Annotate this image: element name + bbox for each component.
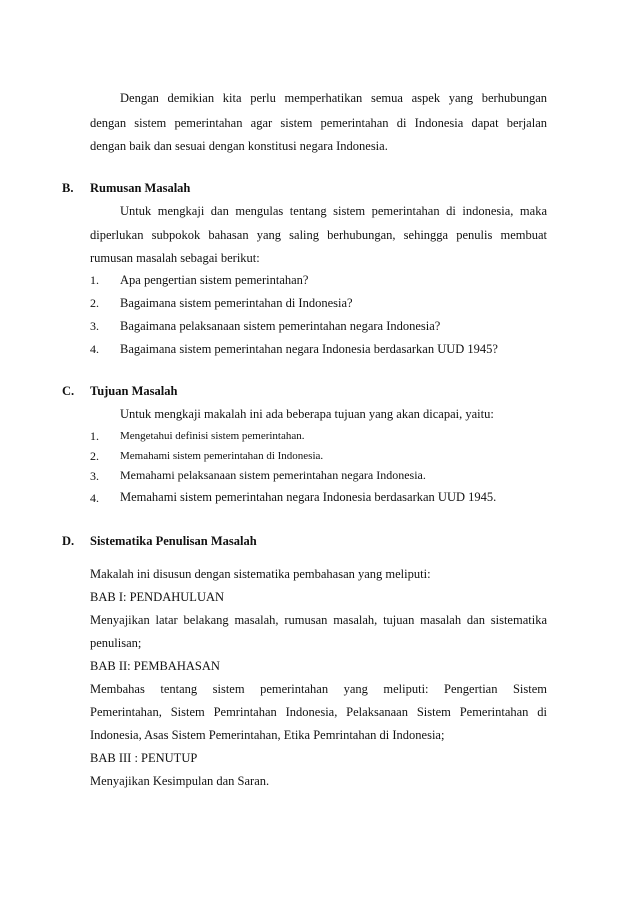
section-c-item-1: Mengetahui definisi sistem pemerintahan. [120, 430, 305, 442]
bab2-title: BAB II: PEMBAHASAN [90, 659, 220, 673]
bab1-title: BAB I: PENDAHULUAN [90, 590, 225, 604]
bab2-line-3: Indonesia, Asas Sistem Pemerintahan, Etika Pemrintahan di Indonesia; [90, 728, 445, 742]
section-c-item-4: Memahami sistem pemerintahan negara Indonesia berdasarkan UUD 1945. [120, 490, 497, 504]
bab3-title: BAB III : PENUTUP [90, 751, 198, 765]
section-b-item-3: Bagaimana pelaksanaan sistem pemerintahan negara Indonesia? [120, 319, 441, 333]
section-b-line-1: Untuk mengkaji dan mengulas tentang sistem pemerintahan di indonesia, maka [120, 204, 547, 218]
bab3-line-1: Menyajikan Kesimpulan dan Saran. [90, 774, 270, 788]
section-b-line-3: rumusan masalah sebagai berikut: [90, 251, 260, 265]
bab2-line-2: Pemerintahan, Sistem Pemrintahan Indonesia, Pelaksanaan Sistem Pemerintahan di [90, 705, 547, 719]
section-b-item-3-num: 3. [90, 319, 99, 333]
section-c-letter: C. [62, 384, 75, 398]
section-b-item-1-num: 1. [90, 273, 99, 287]
bab2-line-1: Membahas tentang sistem pemerintahan yang meliputi: Pengertian Sistem [90, 682, 547, 696]
section-d-letter: D. [62, 534, 75, 548]
section-c-intro: Untuk mengkaji makalah ini ada beberapa tujuan yang akan dicapai, yaitu: [120, 407, 494, 421]
section-b-item-2-num: 2. [90, 296, 99, 310]
section-c-item-4-num: 4. [90, 491, 99, 505]
intro-line-1: Dengan demikian kita perlu memperhatikan semua aspek yang berhubungan [120, 91, 547, 105]
section-c-item-2: Memahami sistem pemerintahan di Indonesia. [120, 450, 324, 462]
intro-line-2: dengan sistem pemerintahan agar sistem pemerintahan di Indonesia dapat berjalan [90, 116, 547, 130]
section-c-item-3-num: 3. [90, 469, 99, 483]
section-c-title: Tujuan Masalah [90, 384, 178, 398]
section-c-item-3: Memahami pelaksanaan sistem pemerintahan negara Indonesia. [120, 468, 426, 482]
intro-line-3: dengan baik dan sesuai dengan konstitusi negara Indonesia. [90, 139, 388, 153]
section-d-intro: Makalah ini disusun dengan sistematika pembahasan yang meliputi: [90, 567, 431, 581]
bab1-line-2: penulisan; [90, 636, 142, 650]
bab1-line-1: Menyajikan latar belakang masalah, rumusan masalah, tujuan masalah dan sistematika [90, 613, 547, 627]
section-b-item-2: Bagaimana sistem pemerintahan di Indonesia? [120, 296, 353, 310]
section-d-title: Sistematika Penulisan Masalah [90, 534, 257, 548]
section-b-letter: B. [62, 181, 74, 195]
section-b-title: Rumusan Masalah [90, 181, 191, 195]
section-c-item-2-num: 2. [90, 449, 99, 463]
section-b-line-2: diperlukan subpokok bahasan yang saling berhubungan, sehingga penulis membuat [90, 228, 547, 242]
section-b-item-4: Bagaimana sistem pemerintahan negara Indonesia berdasarkan UUD 1945? [120, 342, 498, 356]
section-c-item-1-num: 1. [90, 429, 99, 443]
section-b-item-4-num: 4. [90, 342, 99, 356]
section-b-item-1: Apa pengertian sistem pemerintahan? [120, 273, 309, 287]
